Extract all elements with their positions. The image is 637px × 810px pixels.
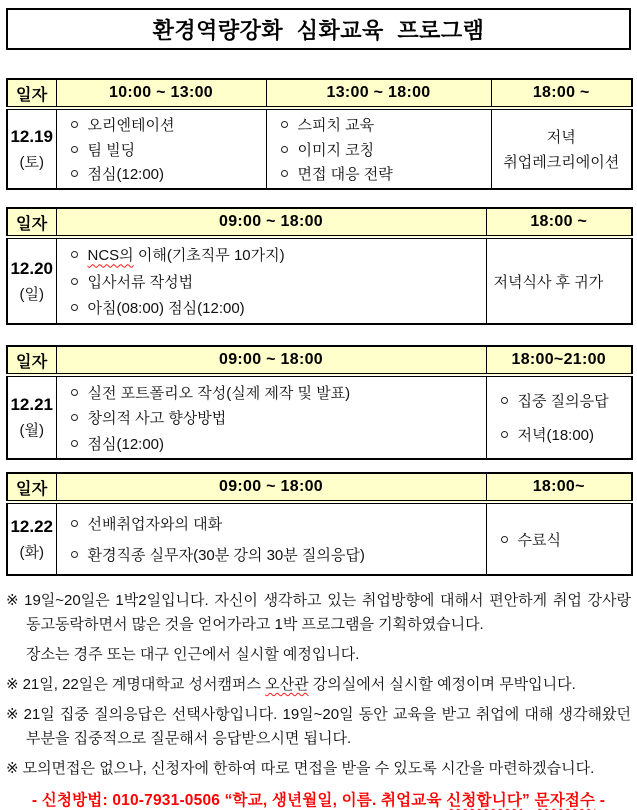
column-header: 18:00~ [486, 473, 632, 502]
schedule-item-label: 집중 질의응답 [517, 393, 609, 410]
circle-bullet-icon [501, 536, 508, 543]
schedule-cell [486, 375, 632, 459]
schedule-table-12.19 [6, 78, 633, 190]
circle-bullet-icon [501, 431, 508, 438]
date-label: 12.22 [10, 516, 54, 536]
column-header: 일자 [7, 79, 56, 108]
column-header: 10:00 ~ 13:00 [56, 79, 266, 108]
schedule-item-label: 창의적 사고 향상방법 [87, 410, 227, 427]
spellcheck-underline: 오산관 [265, 676, 309, 693]
schedule-item [64, 433, 486, 454]
schedule-cell-text: 저녁식사 후 귀가 [493, 273, 604, 291]
schedule-cell-text: 저녁 [546, 129, 576, 146]
schedule-item-label: 팀 빌딩 [87, 141, 136, 159]
note-text: 21일 집중 질의응답은 선택사항입니다. 19일~20일 동안 교육을 받고 취업에 대해 생각해왔던 부분을 집중적으로 질문해서 응답받으시면 됩니다. [23, 706, 631, 747]
schedule-item [494, 529, 632, 550]
circle-bullet-icon [71, 170, 78, 177]
column-header: 일자 [7, 473, 56, 502]
schedule-item [64, 244, 486, 265]
weekday-label: (화) [19, 543, 44, 561]
date-cell [7, 108, 56, 189]
note-text: 21일, 22일은 계명대학교 성서캠퍼스 오산관 강의실에서 실시할 예정이며 무박입니다. [22, 676, 576, 693]
schedule-item-label: 환경직종 실무자(30분 강의 30분 질의응답) [87, 546, 365, 564]
schedule-cell [56, 108, 266, 189]
note-text: 19일~20일은 1박2일입니다. 자신이 생각하고 있는 취업방향에 대해서 편안하게 취업 강사랑 동고동락하면서 많은 것을 얻어가라고 1박 프로그램을 기획하였습니다. [24, 592, 631, 633]
schedule-item [64, 297, 486, 318]
schedule-cell [486, 237, 632, 324]
reference-mark-icon: ※ [6, 760, 19, 777]
reference-mark-icon: ※ [6, 706, 20, 723]
schedule-item [274, 114, 491, 135]
table-row [7, 502, 632, 575]
date-label: 12.21 [10, 395, 54, 414]
schedule-item-label: 이미지 코칭 [297, 141, 375, 159]
schedule-cell [486, 502, 632, 575]
circle-bullet-icon [281, 121, 288, 128]
schedule-item-label: 점심(12:00) [87, 435, 165, 453]
date-cell [7, 375, 56, 459]
circle-bullet-icon [71, 520, 78, 527]
column-header: 18:00~21:00 [486, 346, 632, 375]
schedule-item-label: 실전 포트폴리오 작성(실제 제작 및 발표) [87, 384, 351, 402]
date-cell [7, 502, 56, 575]
column-header: 일자 [7, 346, 56, 375]
schedule-item [64, 271, 486, 292]
column-header: 09:00 ~ 18:00 [56, 208, 486, 237]
circle-bullet-icon [71, 278, 78, 285]
schedule-item [64, 544, 486, 565]
application-method-line: - 신청방법: 010-7931-0506 “학교, 생년월일, 이름. 취업교육 신청합니다” 문자접수 - [31, 792, 606, 809]
schedule-item [64, 513, 486, 534]
circle-bullet-icon [71, 414, 78, 421]
column-header: 09:00 ~ 18:00 [56, 346, 486, 375]
schedule-item-label: 스피치 교육 [297, 116, 375, 134]
schedule-cell [266, 108, 491, 189]
circle-bullet-icon [71, 121, 78, 128]
column-header: 일자 [7, 208, 56, 237]
schedule-item-label: NCS의 이해(기초직무 10가지) [87, 247, 285, 265]
schedule-cell [491, 108, 632, 189]
schedule-item [64, 139, 266, 160]
schedule-tables [6, 78, 631, 576]
note-paragraph [6, 757, 631, 781]
schedule-table-12.21 [6, 345, 633, 460]
table-row [7, 237, 632, 324]
weekday-label: (토) [19, 153, 44, 171]
schedule-table-12.20 [6, 207, 633, 325]
reference-mark-icon: ※ [6, 592, 21, 609]
schedule-item [274, 163, 491, 184]
note-paragraph [6, 643, 631, 667]
schedule-item [64, 407, 486, 428]
schedule-item-label: 선배취업자와의 대화 [87, 516, 223, 534]
date-label: 12.20 [10, 258, 54, 278]
column-header: 09:00 ~ 18:00 [56, 473, 486, 502]
date-label: 12.19 [10, 126, 54, 146]
schedule-cell-text: 취업레크리에이션 [503, 154, 620, 171]
schedule-item-label: 오리엔테이션 [87, 116, 175, 134]
schedule-item [64, 114, 266, 135]
page-title: 환경역량강화 심화교육 프로그램 [152, 17, 485, 43]
schedule-cell [56, 502, 486, 575]
notes-section [6, 589, 631, 781]
column-header: 13:00 ~ 18:00 [266, 79, 491, 108]
schedule-item-label: 아침(08:00) 점심(12:00) [87, 299, 245, 317]
note-text: 장소는 경주 또는 대구 인근에서 실시할 예정입니다. [26, 646, 360, 663]
circle-bullet-icon [71, 440, 78, 447]
spellcheck-underline: NCS의 [87, 247, 134, 265]
column-header: 18:00 ~ [491, 79, 632, 108]
circle-bullet-icon [281, 146, 288, 153]
circle-bullet-icon [71, 146, 78, 153]
circle-bullet-icon [71, 551, 78, 558]
schedule-item-label: 저녁(18:00) [517, 427, 595, 444]
title-box [6, 8, 631, 50]
note-paragraph [6, 589, 631, 637]
weekday-label: (일) [19, 285, 44, 303]
document-page [0, 8, 637, 810]
reference-mark-icon: ※ [6, 676, 19, 693]
schedule-table-12.22 [6, 472, 633, 576]
circle-bullet-icon [501, 397, 508, 404]
schedule-cell [56, 237, 486, 324]
schedule-item-label: 입사서류 작성법 [87, 273, 194, 291]
column-header: 18:00 ~ [486, 208, 632, 237]
schedule-item [64, 163, 266, 184]
circle-bullet-icon [71, 304, 78, 311]
circle-bullet-icon [71, 389, 78, 396]
spellcheck-underline: 신청합니다 [446, 792, 523, 809]
table-row [7, 375, 632, 459]
schedule-item-label: 면접 대응 전략 [297, 166, 393, 184]
schedule-item [64, 382, 486, 403]
note-paragraph [6, 673, 631, 697]
schedule-item-label: 수료식 [517, 531, 561, 549]
table-row [7, 108, 632, 189]
spellcheck-underline: 문자접수 [534, 792, 596, 809]
note-text: 모의면접은 없으나, 신청자에 한하여 따로 면접을 받을 수 있도록 시간을 마련하겠습니다. [22, 760, 595, 777]
schedule-item-label: 점심(12:00) [87, 166, 165, 184]
note-paragraph [6, 703, 631, 751]
schedule-item [494, 424, 632, 445]
weekday-label: (월) [19, 422, 44, 439]
date-cell [7, 237, 56, 324]
schedule-item [274, 139, 491, 160]
circle-bullet-icon [281, 170, 288, 177]
schedule-cell [56, 375, 486, 459]
schedule-item [494, 390, 632, 411]
circle-bullet-icon [71, 251, 78, 258]
